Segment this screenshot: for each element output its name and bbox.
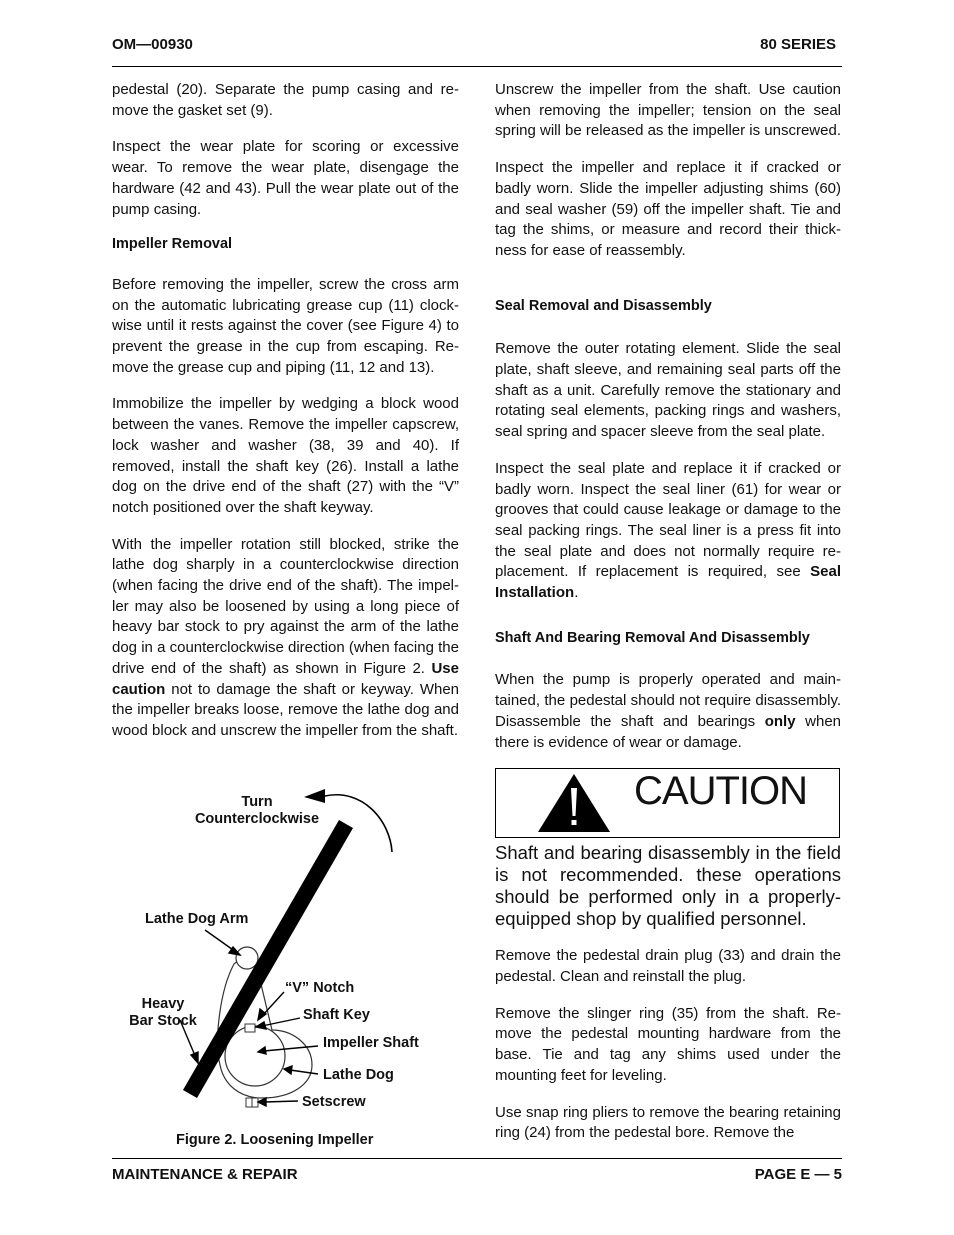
- label-shaft-key: Shaft Key: [303, 1007, 370, 1023]
- paragraph: Remove the outer rotating element. Slide the seal plate, shaft sleeve, and remaining seal parts off the shaft as a unit. Carefully remove the stationary and rotating seal elements, packing rings and washers, seal spring and spacer sleeve from the seal plate.: [495, 340, 841, 441]
- lathe-dog-arm-tip: [236, 947, 258, 969]
- label-v-notch: “V” Notch: [285, 980, 355, 996]
- footer-section: MAINTENANCE & REPAIR: [112, 1166, 298, 1183]
- section-heading-seal-removal: Seal Removal and Disassembly: [495, 297, 712, 314]
- page-number: PAGE E — 5: [754, 1166, 842, 1183]
- paragraph-text: .: [574, 584, 579, 602]
- paragraph-text: Inspect the seal plate and replace it if cracked or badly worn. Inspect the seal liner (61) for wear or grooves that could cause leakage or damage to the seal packing rings. The seal liner is a press fit into the seal plate and does not normally require replacement. If replacement is required, see: [495, 459, 841, 581]
- caution-box: [495, 768, 840, 838]
- impeller-shaft-circle: [225, 1026, 285, 1086]
- section-heading-impeller-removal: Impeller Removal: [112, 236, 233, 253]
- caution-heading: CAUTION: [634, 769, 807, 814]
- warning-triangle-icon: [536, 772, 612, 834]
- footer-rule: [112, 1158, 842, 1159]
- paragraph: Unscrew the impeller from the shaft. Use caution when removing the impeller; tension on the seal spring will be released as the impeller is unscrewed.: [495, 81, 841, 140]
- paragraph: Use snap ring pliers to remove the bearing retaining ring (24) from the pedestal bore. Remove the: [495, 1103, 841, 1142]
- paragraph: Remove the pedestal drain plug (33) and drain the pedestal. Clean and reinstall the plug.: [495, 947, 841, 985]
- paragraph: pedestal (20). Separate the pump casing and remove the gasket set (9).: [112, 81, 459, 119]
- left-column: [112, 80, 459, 742]
- caution-text: Shaft and bearing disassembly in the field is not recommended. these operations should be performed only in a properly-equipped shop by qualified personnel.: [495, 842, 841, 930]
- series-label: 80 SERIES: [760, 36, 836, 53]
- right-column: [495, 80, 841, 1144]
- paragraph: Inspect the impeller and replace it if cracked or badly worn. Slide the impeller adjusting shims (60) and seal washer (59) off the impeller shaft. Tie and tag the shims, or measure and record their thickness for ease of reassembly.: [495, 159, 841, 259]
- paragraph: [495, 459, 841, 604]
- label-turn-counterclockwise: Turn Counterclockwise: [194, 794, 320, 827]
- figure-loosening-impeller: [112, 780, 459, 1160]
- bold-text: only: [764, 712, 796, 730]
- label-lathe-dog-arm: Lathe Dog Arm: [145, 911, 249, 927]
- paragraph-text: not to damage the shaft or keyway. When the impeller breaks loose, remove the lathe dog and wood block and unscrew the impeller from the shaft.: [112, 680, 459, 739]
- paragraph: Inspect the wear plate for scoring or excessive wear. To remove the wear plate, disengage the hardware (42 and 43). Pull the wear plate out of the pump casing.: [112, 138, 459, 218]
- shaft-key-shape: [245, 1024, 255, 1032]
- document-number: OM—00930: [112, 36, 193, 53]
- bold-text: Use caution: [112, 659, 459, 698]
- paragraph: [112, 535, 459, 742]
- label-heavy-bar-stock: Heavy Bar Stock: [129, 996, 197, 1029]
- label-lathe-dog: Lathe Dog: [323, 1067, 394, 1083]
- bold-text: Seal Installation: [495, 563, 841, 602]
- paragraph: Remove the slinger ring (35) from the shaft. Remove the pedestal mounting hardware from the base. Tie and tag any shims used under the mounting feet for leveling.: [495, 1004, 841, 1084]
- section-heading-shaft-bearing-removal: Shaft And Bearing Removal And Disassembly: [495, 629, 810, 646]
- header-rule: [112, 66, 842, 67]
- paragraph: [495, 670, 841, 753]
- paragraph: Before removing the impeller, screw the cross arm on the automatic lubricating grease cup (11) clockwise until it rests against the cover (see Figure 4) to prevent the grease in the cup from escaping. Remove the grease cup and piping (11, 12 and 13).: [112, 275, 459, 376]
- figure-caption: Figure 2. Loosening Impeller: [176, 1132, 374, 1148]
- paragraph: Immobilize the impeller by wedging a block wood between the vanes. Remove the impeller capscrew, lock washer and washer (38, 39 and 40). If removed, install the shaft key (26). Install a lathe dog on the drive end of the shaft (27) with the “V” notch positioned over the shaft keyway.: [112, 395, 459, 516]
- paragraph-text: With the impeller rotation still blocked, strike the lathe dog sharply in a counterclockwise direction (when facing the drive end of the shaft). The impeller may also be loosened by using a long piece of heavy bar stock to pry against the arm of the lathe dog in a counterclockwise direction (when facing the drive end of the shaft) as shown in Figure 2.: [112, 535, 459, 677]
- label-setscrew: Setscrew: [302, 1094, 366, 1110]
- lathe-dog-diagram: [112, 780, 459, 1130]
- paragraph-text: when there is evidence of wear or damage.: [495, 712, 842, 751]
- paragraph-text: When the pump is properly operated and maintained, the pedestal should not require disassembly. Disassemble the shaft and bearings: [495, 671, 841, 730]
- label-impeller-shaft: Impeller Shaft: [323, 1035, 419, 1051]
